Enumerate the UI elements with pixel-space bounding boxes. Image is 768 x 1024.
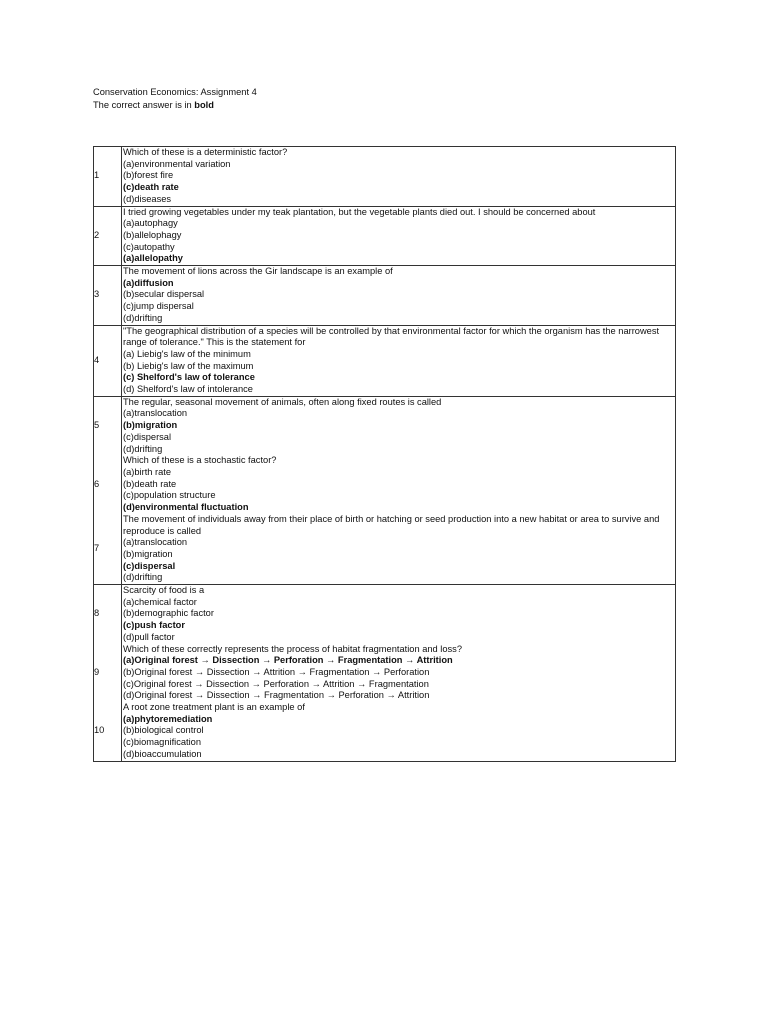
question-stem: "The geographical distribution of a species will be controlled by that environmental factor for which the organism has the narrowest range of tolerance." This is the statement for <box>123 325 660 348</box>
answer-option: (d)pull factor <box>123 631 175 642</box>
question-stem: A root zone treatment plant is an example of <box>123 702 305 713</box>
answer-option: (d)drifting <box>123 443 163 454</box>
answer-option: (d)drifting <box>123 312 163 323</box>
answer-option: (b)allelophagy <box>123 229 182 240</box>
answer-option: (a)birth rate <box>123 466 172 477</box>
questions-table <box>93 146 676 762</box>
correct-answer-option: (c)death rate <box>123 182 179 193</box>
question-content <box>122 266 676 326</box>
answer-option: (a)translocation <box>123 537 188 548</box>
answer-option: (c)biomagnification <box>123 737 202 748</box>
question-stem: Which of these correctly represents the process of habitat fragmentation and loss? <box>123 643 462 654</box>
question-number: 3 <box>94 266 122 326</box>
answer-option: (c)population structure <box>123 490 216 501</box>
question-stem: The movement of lions across the Gir landscape is an example of <box>123 266 393 277</box>
assignment-title: Conservation Economics: Assignment 4 <box>93 87 257 97</box>
answer-option: (d)Original forest → Dissection → Fragmentation → Perforation → Attrition <box>123 690 430 701</box>
document-header <box>93 86 257 111</box>
question-stem: The regular, seasonal movement of animals, often along fixed routes is called <box>123 396 442 407</box>
correct-answer-option: (c) Shelford's law of tolerance <box>123 372 255 383</box>
question-row <box>94 325 676 396</box>
answer-option: (a)environmental variation <box>123 158 231 169</box>
answer-option: (b)forest fire <box>123 170 174 181</box>
answer-key-note <box>93 99 257 112</box>
question-stem: Which of these is a deterministic factor? <box>123 147 288 157</box>
correct-answer-option: (a)Original forest → Dissection → Perforation → Fragmentation → Attrition <box>123 655 453 666</box>
question-content <box>122 147 676 207</box>
question-number: 10 <box>94 702 122 761</box>
question-row <box>94 514 676 585</box>
question-number: 9 <box>94 644 122 703</box>
question-content <box>122 514 676 585</box>
answer-key-note-prefix: The correct answer is in <box>93 99 195 110</box>
question-content <box>122 702 676 761</box>
question-number: 4 <box>94 325 122 396</box>
answer-option: (b) Liebig's law of the maximum <box>123 360 254 371</box>
question-row <box>94 585 676 644</box>
answer-option: (b)death rate <box>123 478 177 489</box>
question-row <box>94 396 676 455</box>
question-stem: Which of these is a stochastic factor? <box>123 455 277 466</box>
correct-answer-option: (b)migration <box>123 420 178 431</box>
question-content <box>122 455 676 514</box>
answer-key-note-bold: bold <box>194 99 214 110</box>
question-content <box>122 206 676 266</box>
answer-option: (a)translocation <box>123 408 188 419</box>
question-stem: The movement of individuals away from their place of birth or hatching or seed production into a new habitat or area to survive and reproduce is called <box>123 513 660 536</box>
answer-option: (b)demographic factor <box>123 608 214 619</box>
question-stem: Scarcity of food is a <box>123 585 205 596</box>
question-content <box>122 396 676 455</box>
answer-option: (d)bioaccumulation <box>123 748 202 759</box>
question-content <box>122 585 676 644</box>
question-number: 6 <box>94 455 122 514</box>
answer-option: (c)dispersal <box>123 431 172 442</box>
question-row <box>94 147 676 207</box>
answer-option: (c)Original forest → Dissection → Perforation → Attrition → Fragmentation <box>123 678 429 689</box>
question-content <box>122 325 676 396</box>
answer-option: (b)migration <box>123 548 173 559</box>
question-stem: I tried growing vegetables under my teak plantation, but the vegetable plants died out. I should be concerned about <box>123 206 596 217</box>
answer-option: (b)secular dispersal <box>123 289 205 300</box>
answer-option: (a)chemical factor <box>123 596 197 607</box>
answer-option: (d)diseases <box>123 193 172 204</box>
correct-answer-option: (d)environmental fluctuation <box>123 502 249 513</box>
correct-answer-option: (a)diffusion <box>123 277 174 288</box>
question-row <box>94 266 676 326</box>
correct-answer-option: (c)push factor <box>123 620 185 631</box>
answer-option: (b)Original forest → Dissection → Attrition → Fragmentation → Perforation <box>123 666 430 677</box>
correct-answer-option: (a)phytoremediation <box>123 713 213 724</box>
question-number: 5 <box>94 396 122 455</box>
answer-option: (a) Liebig's law of the minimum <box>123 348 251 359</box>
answer-option: (c)jump dispersal <box>123 301 194 312</box>
question-number: 1 <box>94 147 122 207</box>
question-number: 2 <box>94 206 122 266</box>
question-number: 7 <box>94 514 122 585</box>
answer-option: (a)autophagy <box>123 218 178 229</box>
correct-answer-option: (a)allelopathy <box>123 253 183 264</box>
questions-table-body <box>94 147 676 762</box>
question-row <box>94 455 676 514</box>
question-content <box>122 644 676 703</box>
answer-option: (d) Shelford's law of intolerance <box>123 384 253 395</box>
answer-option: (b)biological control <box>123 725 204 736</box>
correct-answer-option: (c)dispersal <box>123 560 176 571</box>
answer-option: (c)autopathy <box>123 241 175 252</box>
question-row <box>94 702 676 761</box>
answer-option: (d)drifting <box>123 572 163 583</box>
question-row <box>94 206 676 266</box>
question-number: 8 <box>94 585 122 644</box>
question-row <box>94 644 676 703</box>
